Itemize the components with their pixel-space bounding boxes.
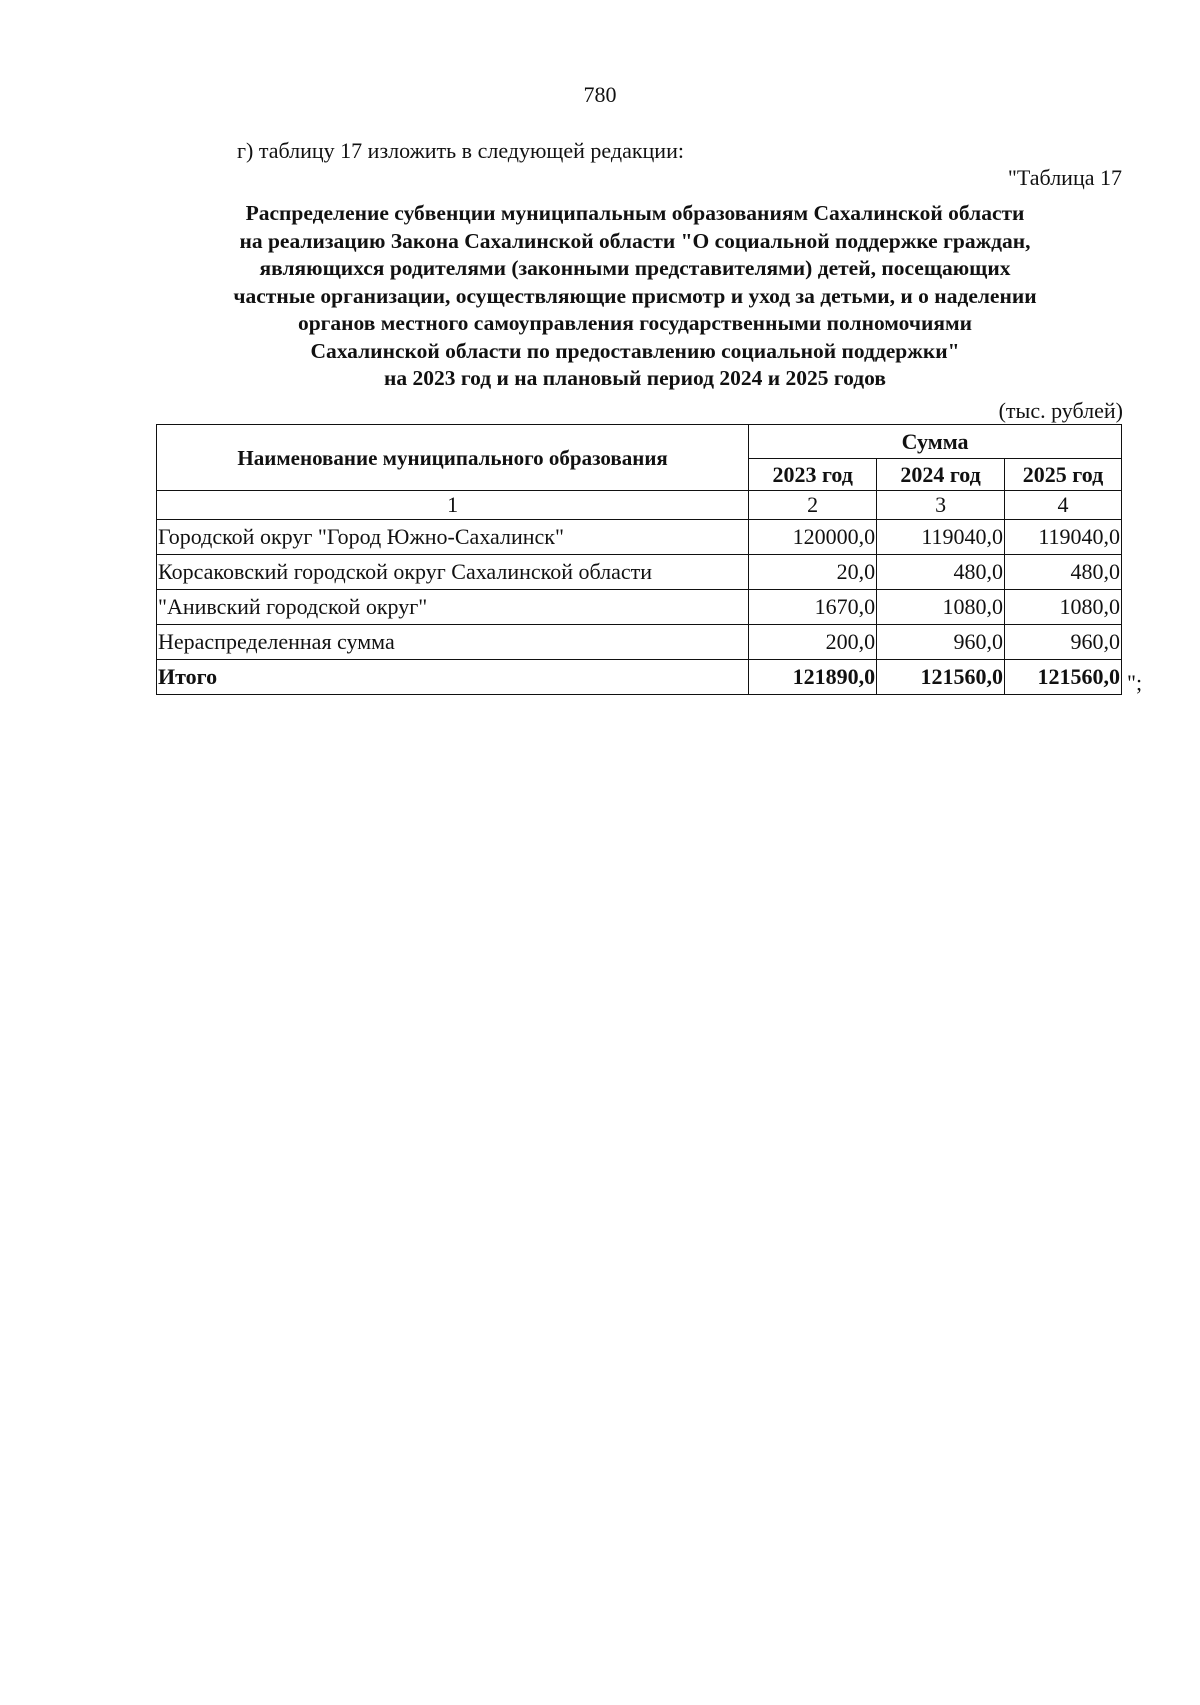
municipality-name: Городской округ "Город Южно-Сахалинск"	[157, 520, 749, 555]
total-label: Итого	[157, 660, 749, 695]
column-number-row	[157, 491, 1122, 520]
value-2024: 960,0	[877, 625, 1005, 660]
value-2023: 120000,0	[749, 520, 877, 555]
table-label: "Таблица 17	[1007, 165, 1122, 190]
value-2024: 119040,0	[877, 520, 1005, 555]
header-name-cell: Наименование муниципального образования	[157, 425, 749, 491]
title-line: органов местного самоуправления государственными полномочиями	[297, 311, 973, 335]
header-year-2023: 2023 год	[749, 459, 877, 491]
title-line: на 2023 год и на плановый период 2024 и 2025 годов	[384, 366, 886, 390]
value-2023: 20,0	[749, 555, 877, 590]
header-year-2024: 2024 год	[877, 459, 1005, 491]
title-line: являющихся родителями (законными представителями) детей, посещающих	[259, 256, 1011, 280]
units-label: (тыс. рублей)	[998, 398, 1123, 423]
total-2024: 121560,0	[877, 660, 1005, 695]
value-2023: 200,0	[749, 625, 877, 660]
title-line: на реализацию Закона Сахалинской области "О социальной поддержке граждан,	[239, 228, 1031, 253]
table-row	[157, 590, 1122, 625]
value-2025: 1080,0	[1005, 590, 1122, 625]
closing-quote: ";	[1127, 670, 1143, 695]
value-2025: 480,0	[1005, 555, 1122, 590]
page-number: 780	[583, 82, 617, 107]
total-row	[157, 660, 1122, 695]
municipality-name: Нераспределенная сумма	[157, 625, 749, 660]
table-row	[157, 520, 1122, 555]
table-header-row	[157, 425, 1122, 459]
header-sum-cell: Сумма	[749, 425, 1122, 459]
municipality-name: "Анивский городской округ"	[157, 590, 749, 625]
column-number: 2	[749, 491, 877, 520]
value-2024: 480,0	[877, 555, 1005, 590]
column-number: 3	[877, 491, 1005, 520]
total-2025: 121560,0	[1005, 660, 1122, 695]
instruction-text: г) таблицу 17 изложить в следующей редакции:	[237, 138, 684, 163]
value-2023: 1670,0	[749, 590, 877, 625]
municipality-name: Корсаковский городской округ Сахалинской области	[157, 555, 749, 590]
value-2025: 960,0	[1005, 625, 1122, 660]
title-line: Сахалинской области по предоставлению социальной поддержки"	[310, 338, 960, 363]
value-2024: 1080,0	[877, 590, 1005, 625]
total-2023: 121890,0	[749, 660, 877, 695]
value-2025: 119040,0	[1005, 520, 1122, 555]
title-line: частные организации, осуществляющие присмотр и уход за детьми, и о наделении	[233, 283, 1037, 308]
title-line: Распределение субвенции муниципальным образованиям Сахалинской области	[245, 201, 1025, 225]
subvention-table	[156, 424, 1122, 695]
table-row	[157, 555, 1122, 590]
table-row	[157, 625, 1122, 660]
header-year-2025: 2025 год	[1005, 459, 1122, 491]
column-number: 4	[1005, 491, 1122, 520]
column-number: 1	[157, 491, 749, 520]
table-title	[150, 200, 1120, 393]
